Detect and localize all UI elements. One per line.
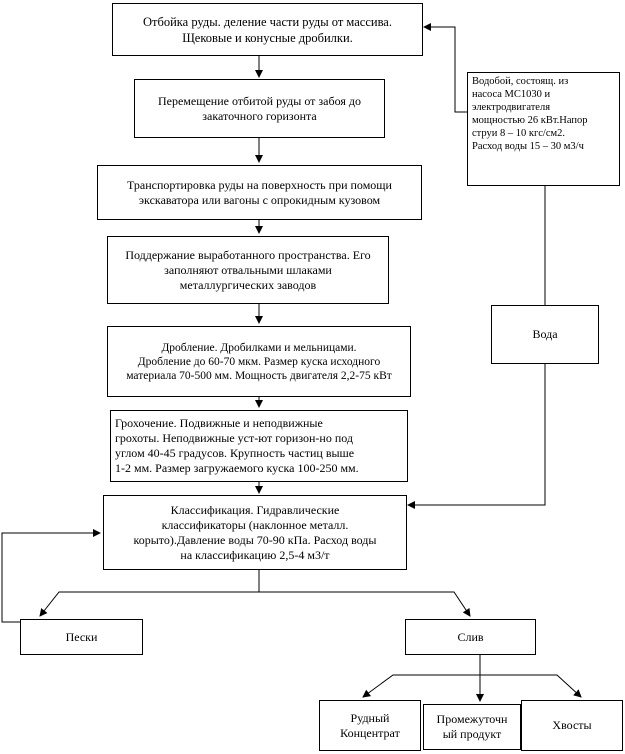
side-vodoboi: [467, 72, 620, 186]
output-promezhutochnyi-text: Промежуточн ый продукт: [436, 712, 508, 741]
step-transport-text: Транспортировка руды на поверхность при помощи экскаватора или вагоны с опрокидным кузовом: [127, 177, 392, 207]
step-otboika: [112, 3, 423, 56]
step-peremeshchenie: [134, 79, 385, 138]
side-voda: [491, 305, 599, 364]
output-khvosty-text: Хвосты: [552, 718, 592, 732]
step-transport: [97, 165, 422, 220]
output-promezhutochnyi: [423, 704, 521, 750]
step-podderzhanie-text: Поддержание выработанного пространства. Его заполняют отвальными шлаками металлургических заводов: [125, 247, 371, 292]
arrow-recirculation-to-klassifikatsiya: [2, 533, 100, 622]
step-otboika-text: Отбойка руды. деление части руды от массива. Щековые и конусные дробилки.: [143, 14, 392, 45]
output-khvosty: [521, 700, 623, 751]
output-rudnyi-text: Рудный Концентрат: [340, 710, 400, 740]
step-podderzhanie: [107, 236, 389, 304]
arrow-sliv-to-rudnyi: [363, 675, 480, 697]
output-peski-text: Пески: [65, 629, 98, 644]
output-sliv-text: Слив: [457, 629, 484, 644]
side-voda-text: Вода: [532, 327, 558, 341]
output-rudnyi-kontsentrat: [319, 700, 421, 751]
arrow-branch-to-peski: [40, 592, 259, 616]
output-peski: [20, 619, 143, 655]
arrow-branch-to-sliv: [259, 592, 470, 616]
step-klassifikatsiya-text: Классификация. Гидравлические классификаторы (наклонное металл. корыто).Давление воды 70-90 кПа. Расход воды на классификацию 2,5-4 м3/т: [133, 502, 377, 562]
arrow-voda-to-klassifikatsiya: [408, 364, 545, 505]
step-grokhochenie-text: Грохочение. Подвижные и неподвижные грохоты. Неподвижные уст-ют горизон-но под углом 40-45 градусов. Крупность частиц выше 1-2 мм. Размер загружаемого куска 100-250 мм.: [115, 416, 359, 475]
side-vodoboi-text: Водобой, состоящ. из насоса МС1030 и электродвигателя мощностью 26 кВт.Напор струи 8 – 10 кгс/см2. Расход воды 15 – 30 м3/ч: [472, 76, 588, 152]
step-grokhochenie: [110, 410, 408, 482]
arrow-vodoboi-to-otboika: [424, 27, 467, 112]
output-sliv: [405, 619, 536, 655]
arrow-sliv-to-khvosty: [480, 675, 581, 697]
step-droblenie-text: Дробление. Дробилками и мельницами. Дробление до 60-70 мкм. Размер куска исходного материала 70-500 мм. Мощность двигателя 2,2-75 кВт: [126, 341, 392, 382]
step-klassifikatsiya: [103, 495, 407, 570]
step-peremeshchenie-text: Перемещение отбитой руды от забоя до закаточного горизонта: [157, 93, 361, 123]
step-droblenie: [107, 326, 411, 397]
